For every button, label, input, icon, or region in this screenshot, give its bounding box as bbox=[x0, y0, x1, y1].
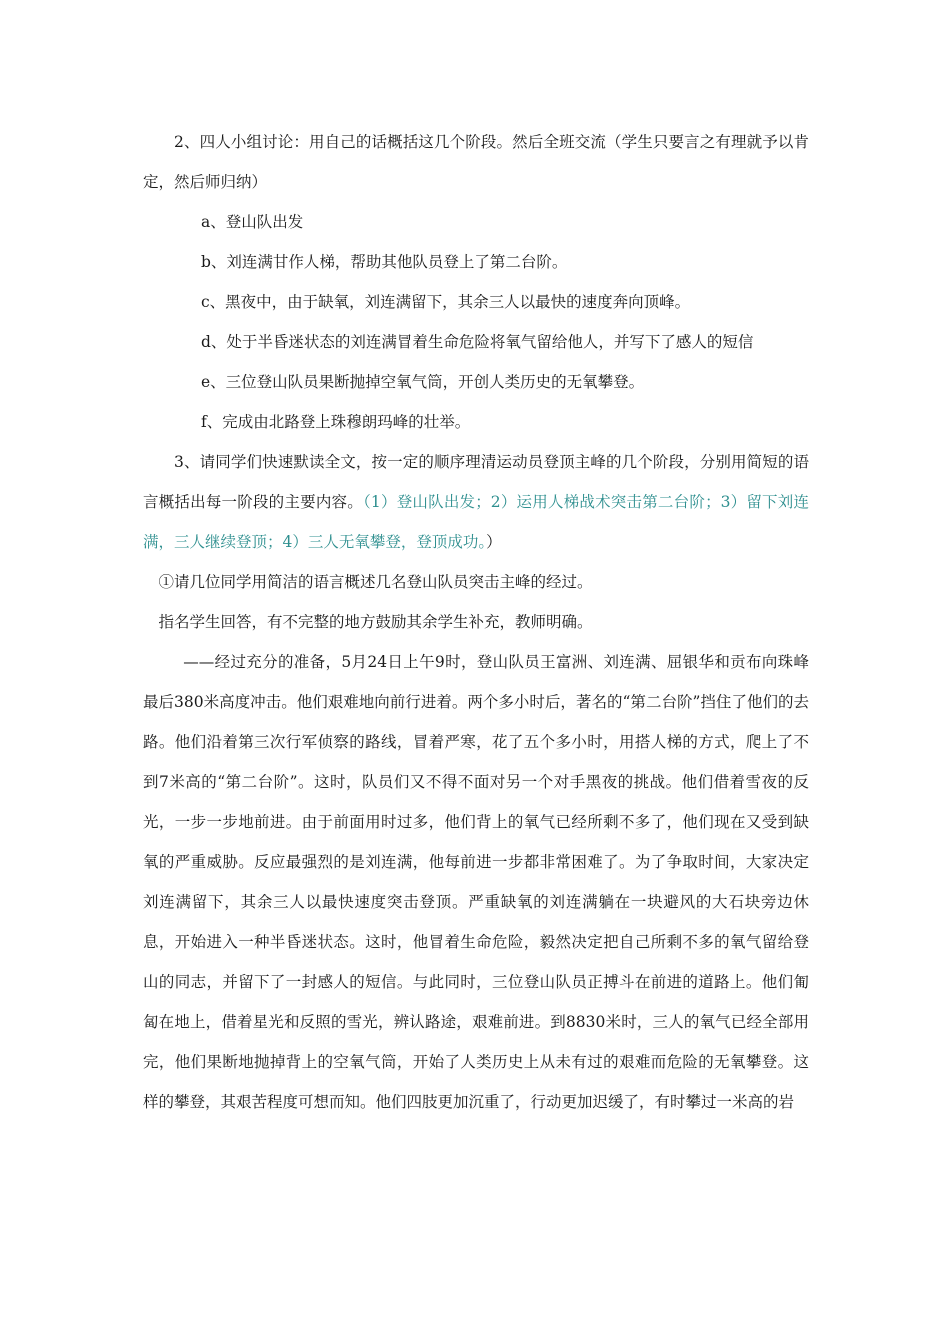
list-item: a、登山队出发 bbox=[201, 213, 304, 231]
stage-list bbox=[143, 202, 809, 442]
section-2-paragraph: 2、四人小组讨论：用自己的话概括这几个阶段。然后全班交流（学生只要言之有理就予以肯定，然后师归纳） bbox=[143, 133, 809, 191]
list-item: d、处于半昏迷状态的刘连满冒着生命危险将氧气留给他人，并写下了感人的短信 bbox=[201, 333, 754, 351]
section-3-paragraph bbox=[143, 442, 809, 562]
document-content bbox=[143, 122, 809, 1122]
section-3-answer: （1）登山队出发；2）运用人梯战术突击第二台阶；3）留下刘连满，三人继续登顶；4）三人无氧攀登，登顶成功。 bbox=[143, 493, 809, 551]
list-item: c、黑夜中，由于缺氧，刘连满留下，其余三人以最快的速度奔向顶峰。 bbox=[201, 293, 691, 311]
list-item: b、刘连满甘作人梯，帮助其他队员登上了第二台阶。 bbox=[201, 253, 568, 271]
section-3-text: 3、请同学们快速默读全文，按一定的顺序理清运动员登顶主峰的几个阶段，分别用简短的语言概括出每一阶段的主要内容。 bbox=[143, 453, 809, 511]
step-1-paragraph: ①请几位同学用简洁的语言概述几名登山队员突击主峰的经过。 bbox=[158, 573, 593, 591]
list-item: f、完成由北路登上珠穆朗玛峰的壮举。 bbox=[201, 413, 471, 431]
section-3-answer-close: ） bbox=[486, 533, 502, 551]
narrative-paragraph: ——经过充分的准备，5月24日上午9时，登山队员王富洲、刘连满、屈银华和贡布向珠峰最后380米高度冲击。他们艰难地向前行进着。两个多小时后，著名的“第二台阶”挡住了他们的去路。他们沿着第三次行军侦察的路线，冒着严寒，花了五个多小时，用搭人梯的方式，爬上了不到7米高的“第二台阶”。这时，队员们又不得不面对另一个对手黑夜的挑战。他们借着雪夜的反光，一步一步地前进。由于前面用时过多，他们背上的氧气已经所剩不多了，他们现在又受到缺氧的严重威胁。反应最强烈的是刘连满，他每前进一步都非常困难了。为了争取时间，大家决定刘连满留下，其余三人以最快速度突击登顶。严重缺氧的刘连满躺在一块避风的大石块旁边休息，开始进入一种半昏迷状态。这时，他冒着生命危险，毅然决定把自己所剩不多的氧气留给登山的同志，并留下了一封感人的短信。与此同时，三位登山队员正搏斗在前进的道路上。他们匍匐在地上，借着星光和反照的雪光，辨认路途，艰难前进。到8830米时，三人的氧气已经全部用完，他们果断地抛掉背上的空氧气筒，开始了人类历史上从未有过的艰难而危险的无氧攀登。这样的攀登，其艰苦程度可想而知。他们四肢更加沉重了，行动更加迟缓了，有时攀过一米高的岩 bbox=[143, 653, 809, 1111]
instruction-paragraph: 指名学生回答，有不完整的地方鼓励其余学生补充，教师明确。 bbox=[158, 613, 593, 631]
list-item: e、三位登山队员果断抛掉空氧气筒，开创人类历史的无氧攀登。 bbox=[201, 373, 645, 391]
